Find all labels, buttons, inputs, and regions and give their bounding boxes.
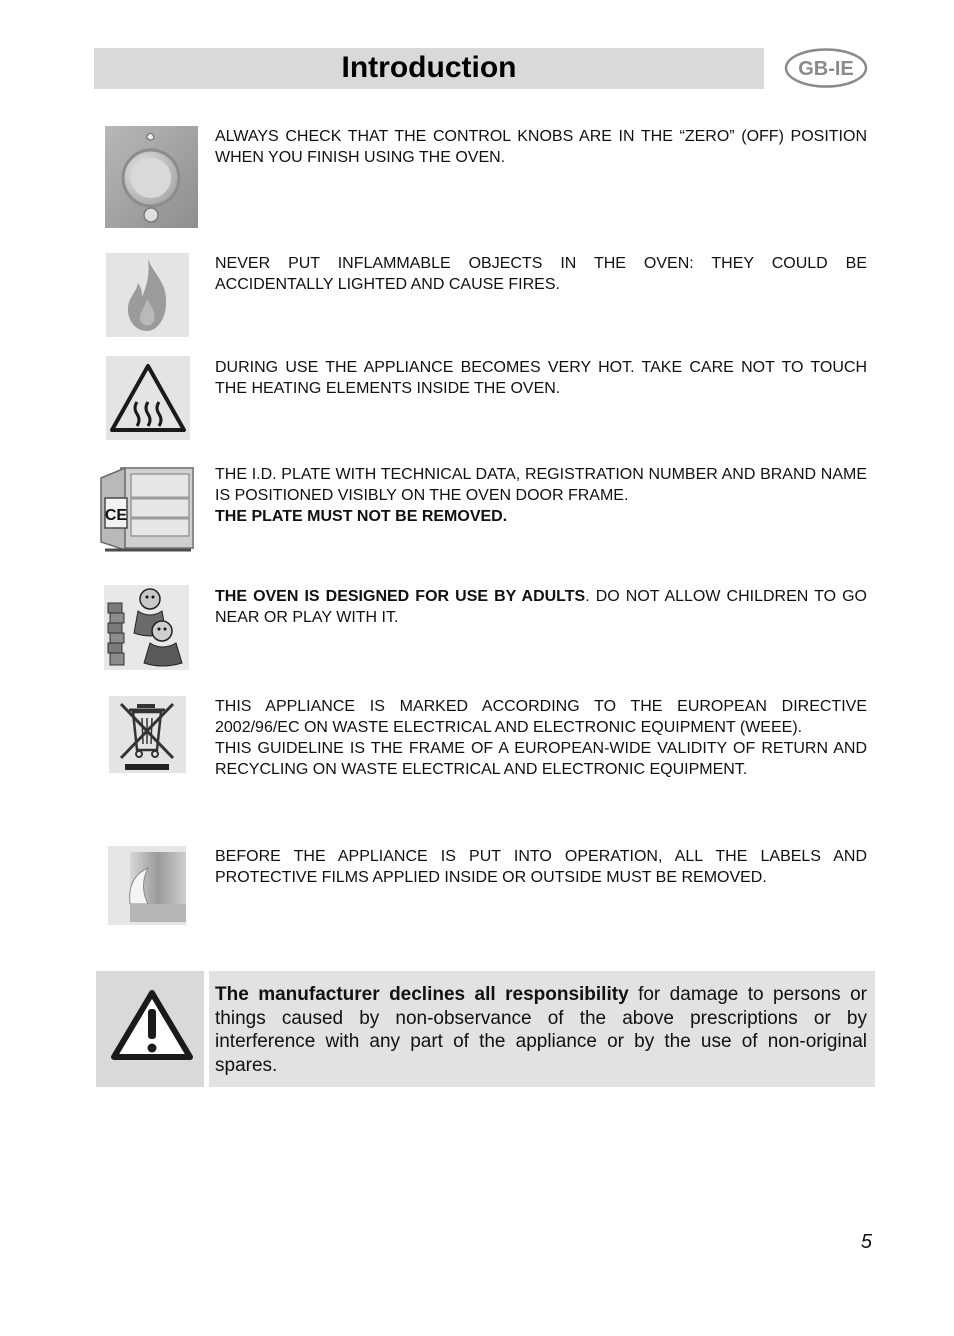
notice-text (215, 586, 867, 628)
notice-text: BEFORE THE APPLIANCE IS PUT INTO OPERATION, ALL THE LABELS AND PROTECTIVE FILMS APPLIED INSIDE OR OUTSIDE MUST BE REMOVED. (215, 848, 867, 886)
notice-text: THE I.D. PLATE WITH TECHNICAL DATA, REGISTRATION NUMBER AND BRAND NAME IS POSITIONED VISIBLY ON THE OVEN DOOR FRAME. THE PLATE MUST NOT BE REMOVED. (215, 466, 867, 525)
notice-bold-line: THE PLATE MUST NOT BE REMOVED. (215, 508, 508, 525)
responsibility-warning-box (96, 971, 875, 1087)
children-icon (104, 585, 189, 670)
page-number: 5 (860, 1231, 872, 1253)
warning-text (215, 983, 867, 1077)
warning-bold-lead: The manufacturer declines all responsibility (215, 984, 629, 1005)
control-knob-icon (105, 126, 198, 228)
page-title: Introduction (341, 51, 517, 84)
notice-bold-lead: THE OVEN IS DESIGNED FOR USE BY ADULTS (215, 588, 586, 605)
ce-plate-icon (99, 464, 196, 556)
notice-text: ALWAYS CHECK THAT THE CONTROL KNOBS ARE IN THE “ZERO” (OFF) POSITION WHEN YOU FINISH USING THE OVEN. (215, 128, 867, 166)
flame-icon (106, 253, 189, 337)
protective-film-icon (108, 846, 186, 925)
warning-text-rest: for damage to persons or things caused by non-observance of the above prescriptions or by interference with any part of the appliance or by the use of non-original spares. (215, 984, 867, 1076)
notice-text: NEVER PUT INFLAMMABLE OBJECTS IN THE OVEN: THEY COULD BE ACCIDENTALLY LIGHTED AND CAUSE FIRES. (215, 255, 867, 293)
warning-triangle-icon (96, 971, 204, 1087)
notice-text: DURING USE THE APPLIANCE BECOMES VERY HOT. TAKE CARE NOT TO TOUCH THE HEATING ELEMENTS INSIDE THE OVEN. (215, 359, 867, 397)
svg-text:CE: CE (104, 507, 128, 524)
notice-text: THIS APPLIANCE IS MARKED ACCORDING TO THE EUROPEAN DIRECTIVE 2002/96/EC ON WASTE ELECTRICAL AND ELECTRONIC EQUIPMENT (WEEE). THIS GUIDELINE IS THE FRAME OF A EUROPEAN-WIDE VALIDITY OF RETURN AND RECYCLING ON WASTE ELECTRICAL AND ELECTRONIC EQUIPMENT. (215, 698, 867, 778)
notice-text-rest: . DO NOT ALLOW CHILDREN TO GO NEAR OR PLAY WITH IT. (215, 588, 868, 626)
hot-surface-warning-icon (106, 356, 190, 440)
weee-bin-icon (109, 696, 186, 773)
warning-separator (204, 971, 209, 1087)
header-bar (94, 48, 764, 89)
language-code: GB-IE (798, 58, 854, 80)
language-badge (784, 48, 868, 88)
warning-icon-cell (96, 971, 204, 1087)
notice-text-second: THIS GUIDELINE IS THE FRAME OF A EUROPEAN-WIDE VALIDITY OF RETURN AND RECYCLING ON WASTE ELECTRICAL AND ELECTRONIC EQUIPMENT. (215, 740, 867, 778)
